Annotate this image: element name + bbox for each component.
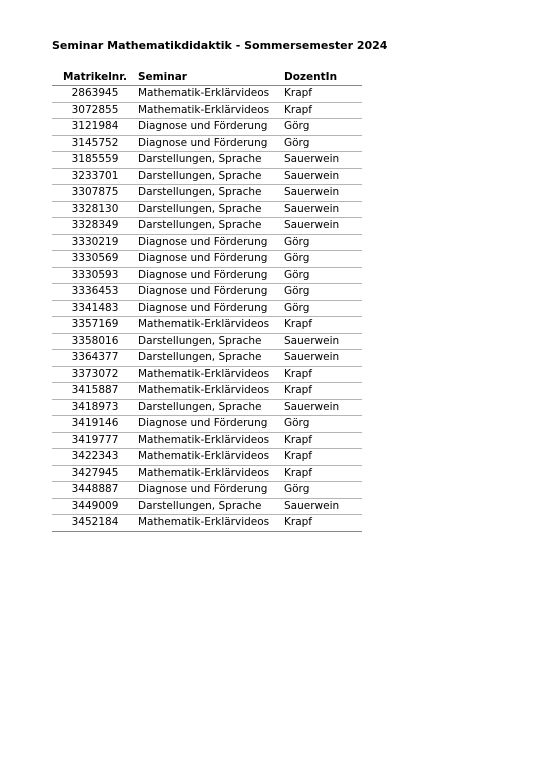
table-row (52, 218, 362, 235)
cell-matrikelnr: 3330593 (52, 267, 138, 284)
cell-dozentin: Krapf (284, 432, 362, 449)
cell-seminar: Mathematik-Erklärvideos (138, 383, 284, 400)
cell-matrikelnr: 3330219 (52, 234, 138, 251)
header-row (52, 69, 362, 86)
cell-seminar: Mathematik-Erklärvideos (138, 366, 284, 383)
cell-dozentin: Görg (284, 135, 362, 152)
cell-dozentin: Sauerwein (284, 399, 362, 416)
cell-dozentin: Görg (284, 300, 362, 317)
cell-seminar: Darstellungen, Sprache (138, 333, 284, 350)
cell-matrikelnr: 3145752 (52, 135, 138, 152)
cell-seminar: Mathematik-Erklärvideos (138, 317, 284, 334)
cell-seminar: Mathematik-Erklärvideos (138, 102, 284, 119)
cell-seminar: Mathematik-Erklärvideos (138, 86, 284, 103)
cell-matrikelnr: 3185559 (52, 152, 138, 169)
cell-dozentin: Görg (284, 416, 362, 433)
cell-dozentin: Krapf (284, 317, 362, 334)
cell-seminar: Mathematik-Erklärvideos (138, 465, 284, 482)
cell-seminar: Diagnose und Förderung (138, 267, 284, 284)
table-row (52, 300, 362, 317)
cell-dozentin: Sauerwein (284, 168, 362, 185)
table-row (52, 168, 362, 185)
cell-seminar: Darstellungen, Sprache (138, 152, 284, 169)
table-row (52, 515, 362, 532)
cell-matrikelnr: 3358016 (52, 333, 138, 350)
cell-dozentin: Görg (284, 234, 362, 251)
table-row (52, 416, 362, 433)
cell-dozentin: Krapf (284, 366, 362, 383)
cell-matrikelnr: 3419777 (52, 432, 138, 449)
header-seminar: Seminar (138, 69, 284, 86)
cell-seminar: Diagnose und Förderung (138, 482, 284, 499)
cell-matrikelnr: 3419146 (52, 416, 138, 433)
header-matrikelnr: Matrikelnr. (52, 69, 138, 86)
table-row (52, 185, 362, 202)
cell-matrikelnr: 3328130 (52, 201, 138, 218)
cell-matrikelnr: 3364377 (52, 350, 138, 367)
cell-dozentin: Krapf (284, 449, 362, 466)
table-row (52, 317, 362, 334)
page-title: Seminar Mathematikdidaktik - Sommersemester 2024 (52, 39, 388, 52)
cell-dozentin: Krapf (284, 515, 362, 532)
table-row (52, 251, 362, 268)
seminar-table (52, 69, 362, 532)
cell-dozentin: Sauerwein (284, 218, 362, 235)
cell-seminar: Diagnose und Förderung (138, 135, 284, 152)
cell-matrikelnr: 3307875 (52, 185, 138, 202)
cell-matrikelnr: 2863945 (52, 86, 138, 103)
table-row (52, 366, 362, 383)
cell-dozentin: Krapf (284, 102, 362, 119)
table-row (52, 102, 362, 119)
table-row (52, 449, 362, 466)
table-row (52, 267, 362, 284)
cell-seminar: Diagnose und Förderung (138, 119, 284, 136)
table-row (52, 333, 362, 350)
cell-dozentin: Sauerwein (284, 152, 362, 169)
cell-seminar: Mathematik-Erklärvideos (138, 515, 284, 532)
cell-seminar: Diagnose und Förderung (138, 284, 284, 301)
cell-matrikelnr: 3422343 (52, 449, 138, 466)
cell-matrikelnr: 3449009 (52, 498, 138, 515)
cell-seminar: Mathematik-Erklärvideos (138, 449, 284, 466)
table-row (52, 284, 362, 301)
cell-dozentin: Görg (284, 284, 362, 301)
cell-matrikelnr: 3328349 (52, 218, 138, 235)
cell-seminar: Darstellungen, Sprache (138, 168, 284, 185)
table-row (52, 135, 362, 152)
cell-dozentin: Krapf (284, 383, 362, 400)
cell-matrikelnr: 3415887 (52, 383, 138, 400)
table-row (52, 482, 362, 499)
cell-dozentin: Sauerwein (284, 350, 362, 367)
cell-matrikelnr: 3452184 (52, 515, 138, 532)
cell-matrikelnr: 3427945 (52, 465, 138, 482)
cell-dozentin: Sauerwein (284, 333, 362, 350)
cell-matrikelnr: 3233701 (52, 168, 138, 185)
cell-matrikelnr: 3418973 (52, 399, 138, 416)
table-row (52, 432, 362, 449)
cell-seminar: Darstellungen, Sprache (138, 399, 284, 416)
cell-dozentin: Sauerwein (284, 185, 362, 202)
cell-dozentin: Görg (284, 267, 362, 284)
cell-matrikelnr: 3357169 (52, 317, 138, 334)
table-row (52, 498, 362, 515)
cell-seminar: Diagnose und Förderung (138, 300, 284, 317)
cell-seminar: Diagnose und Förderung (138, 416, 284, 433)
cell-matrikelnr: 3330569 (52, 251, 138, 268)
cell-dozentin: Krapf (284, 86, 362, 103)
cell-matrikelnr: 3373072 (52, 366, 138, 383)
table-row (52, 234, 362, 251)
table-body (52, 86, 362, 532)
table-row (52, 465, 362, 482)
cell-dozentin: Sauerwein (284, 201, 362, 218)
table-row (52, 119, 362, 136)
table-row (52, 350, 362, 367)
table-row (52, 152, 362, 169)
table-row (52, 383, 362, 400)
cell-seminar: Mathematik-Erklärvideos (138, 432, 284, 449)
cell-seminar: Diagnose und Förderung (138, 251, 284, 268)
cell-dozentin: Görg (284, 482, 362, 499)
cell-dozentin: Görg (284, 251, 362, 268)
cell-matrikelnr: 3341483 (52, 300, 138, 317)
cell-seminar: Diagnose und Förderung (138, 234, 284, 251)
cell-matrikelnr: 3121984 (52, 119, 138, 136)
cell-matrikelnr: 3336453 (52, 284, 138, 301)
cell-seminar: Darstellungen, Sprache (138, 218, 284, 235)
cell-dozentin: Krapf (284, 465, 362, 482)
cell-seminar: Darstellungen, Sprache (138, 350, 284, 367)
cell-matrikelnr: 3448887 (52, 482, 138, 499)
cell-seminar: Darstellungen, Sprache (138, 185, 284, 202)
cell-matrikelnr: 3072855 (52, 102, 138, 119)
table-row (52, 201, 362, 218)
cell-dozentin: Görg (284, 119, 362, 136)
table-row (52, 86, 362, 103)
table-row (52, 399, 362, 416)
cell-dozentin: Sauerwein (284, 498, 362, 515)
header-dozentin: DozentIn (284, 69, 362, 86)
table-header (52, 69, 362, 86)
cell-seminar: Darstellungen, Sprache (138, 201, 284, 218)
cell-seminar: Darstellungen, Sprache (138, 498, 284, 515)
